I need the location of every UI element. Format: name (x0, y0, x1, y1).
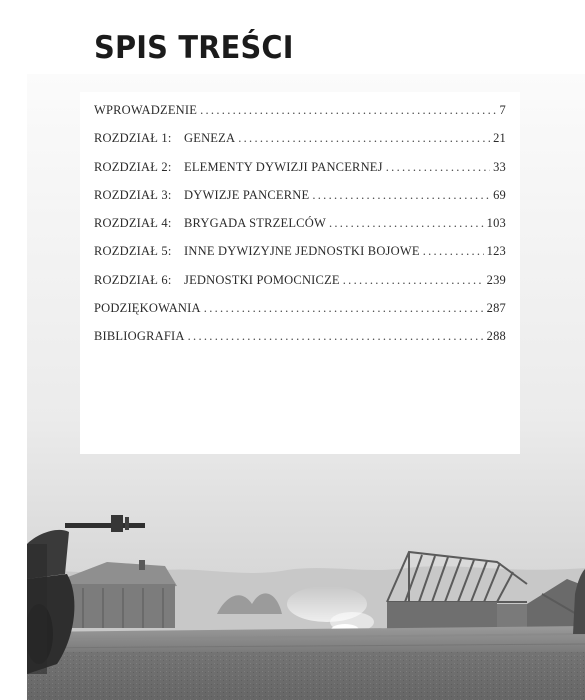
toc-entry-page: 287 (486, 301, 506, 316)
toc-entry-page: 288 (486, 329, 506, 344)
toc-leader-dots (204, 301, 484, 316)
toc-leader-dots (329, 216, 484, 231)
toc-entry-label: JEDNOSTKI POMOCNICZE (184, 272, 340, 287)
toc-entry-chapter-6[interactable] (94, 273, 506, 301)
toc-entry-page: 103 (486, 216, 506, 231)
toc-entry-chapter-2[interactable] (94, 160, 506, 188)
toc-entry-introduction[interactable] (94, 103, 506, 131)
toc-entry-label: ELEMENTY DYWIZJI PANCERNEJ (184, 159, 383, 174)
toc-entry-bibliography[interactable] (94, 329, 506, 357)
toc-entry-chapter-4[interactable] (94, 216, 506, 244)
toc-entry-label: PODZIĘKOWANIA (94, 301, 201, 316)
toc-entry-chapter-1[interactable] (94, 131, 506, 159)
toc-entry-acknowledgements[interactable] (94, 301, 506, 329)
toc-entry-page: 69 (493, 187, 506, 202)
toc-entry-number: ROZDZIAŁ 1: (94, 131, 172, 146)
toc-entry-page: 33 (493, 159, 506, 174)
table-of-contents (94, 103, 506, 358)
toc-entry-label: BRYGADA STRZELCÓW (184, 216, 326, 231)
toc-entry-number: ROZDZIAŁ 6: (94, 272, 172, 287)
toc-entry-label: BIBLIOGRAFIA (94, 329, 185, 344)
toc-entry-number: ROZDZIAŁ 5: (94, 244, 172, 259)
toc-entry-page: 21 (493, 131, 506, 146)
toc-entry-chapter-5[interactable] (94, 244, 506, 272)
toc-entry-number: ROZDZIAŁ 2: (94, 159, 172, 174)
page-title: SPIS TREŚCI (94, 30, 294, 66)
toc-entry-label: DYWIZJE PANCERNE (184, 187, 310, 202)
toc-entry-chapter-3[interactable] (94, 188, 506, 216)
toc-entry-label: WPROWADZENIE (94, 103, 198, 117)
toc-leader-dots (386, 160, 490, 175)
toc-entry-label: GENEZA (184, 131, 236, 146)
toc-entry-number: ROZDZIAŁ 3: (94, 187, 172, 202)
toc-entry-number: ROZDZIAŁ 4: (94, 216, 172, 231)
toc-entry-page: 7 (499, 103, 506, 117)
toc-leader-dots (343, 273, 484, 288)
toc-leader-dots (312, 188, 490, 203)
toc-entry-label: INNE DYWIZYJNE JEDNOSTKI BOJOWE (184, 244, 420, 259)
toc-leader-dots (188, 329, 484, 344)
toc-entry-page: 239 (486, 272, 506, 287)
toc-leader-dots (200, 103, 496, 118)
toc-leader-dots (423, 244, 484, 259)
toc-leader-dots (238, 131, 490, 146)
toc-entry-page: 123 (486, 244, 506, 259)
